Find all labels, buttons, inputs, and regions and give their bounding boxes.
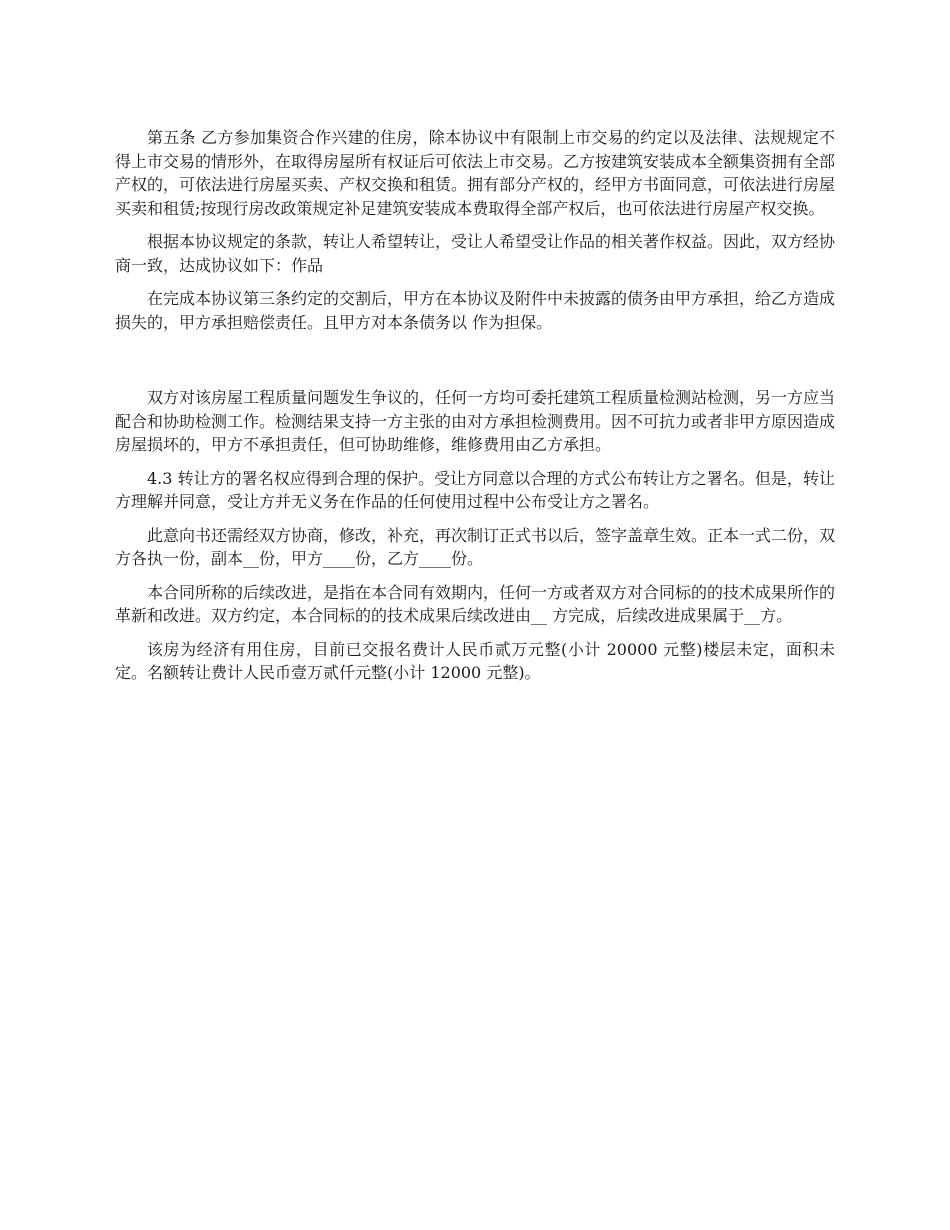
paragraph-housing-fees: 该房为经济有用住房，目前已交报名费计人民币贰万元整(小计 20000 元整)楼层未定，面积未定。名额转让费计人民币壹万贰仟元整(小计 12000 元整)。 [115,639,835,682]
paragraph-transfer-agreement: 根据本协议规定的条款，转让人希望转让，受让人希望受让作品的相关著作权益。因此，双方经协商一致，达成协议如下：作品 [115,232,836,275]
document-body [115,126,835,695]
paragraph-letter-of-intent: 此意向书还需经双方协商，修改，补充，再次制订正式书以后，签字盖章生效。正本一式二份，双方各执一份，副本__份，甲方____份，乙方____份。 [115,525,836,568]
paragraph-clause-five: 第五条 乙方参加集资合作兴建的住房，除本协议中有限制上市交易的约定以及法律、法规规定不得上市交易的情形外，在取得房屋所有权证后可依法上市交易。乙方按建筑安装成本全额集资拥有全部产权的，可依法进行房屋买卖、产权交换和租赁。拥有部分产权的，经甲方书面同意，可依法进行房屋买卖和租赁;按现行房改政策规定补足建筑安装成本费取得全部产权后，也可依法进行房屋产权交换。 [115,128,836,218]
paragraph-attribution-right: 4.3 转让方的署名权应得到合理的保护。受让方同意以合理的方式公布转让方之署名。但是，转让方理解并同意，受让方并无义务在作品的任何使用过程中公布受让方之署名。 [115,468,835,511]
paragraph-quality-dispute: 双方对该房屋工程质量问题发生争议的，任何一方均可委托建筑工程质量检测站检测，另一方应当配合和协助检测工作。检测结果支持一方主张的由对方承担检测费用。因不可抗力或者非甲方原因造成房屋损坏的，甲方不承担责任，但可协助维修，维修费用由乙方承担。 [115,388,836,454]
paragraph-follow-up-improvement: 本合同所称的后续改进，是指在本合同有效期内，任何一方或者双方对合同标的的技术成果所作的革新和改进。双方约定，本合同标的的技术成果后续改进由__ 方完成，后续改进成果属于__方。 [115,582,836,625]
blank-spacer [115,344,835,386]
paragraph-debt-liability: 在完成本协议第三条约定的交割后，甲方在本协议及附件中未披露的债务由甲方承担，给乙方造成损失的，甲方承担赔偿责任。且甲方对本条债务以 作为担保。 [115,289,836,332]
